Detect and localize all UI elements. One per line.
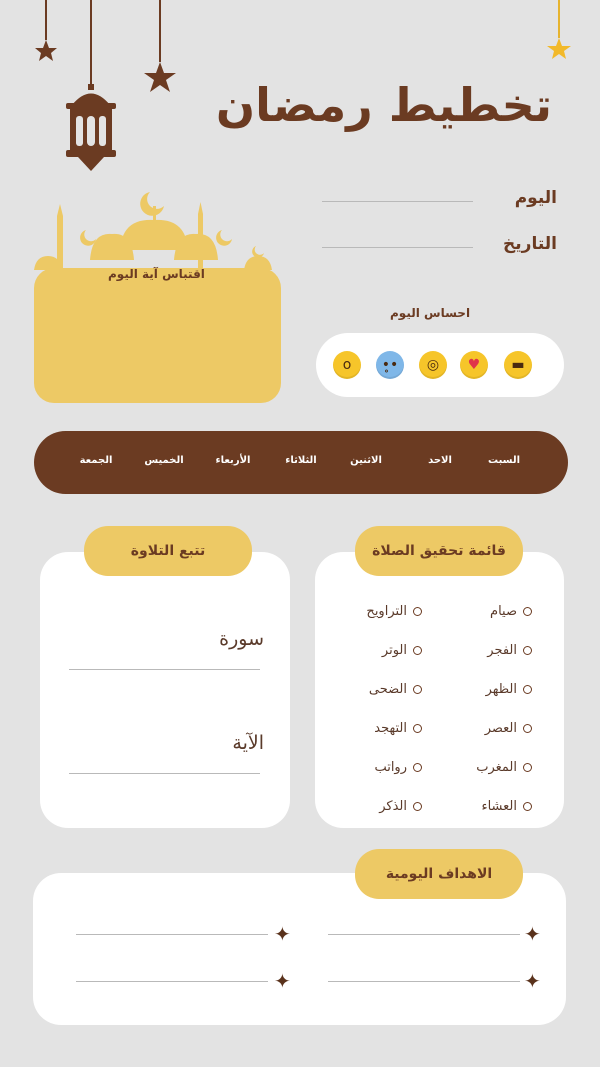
day-saturday[interactable]: السبت [487, 455, 521, 466]
day-monday[interactable]: الاثنين [350, 455, 382, 466]
checkbox-circle-icon [413, 607, 422, 616]
day-label: اليوم [514, 188, 557, 208]
day-wednesday[interactable]: الأربعاء [215, 455, 251, 466]
page-title: تخطيط رمضان [215, 78, 552, 132]
prayer-item-dhikr[interactable]: الذكر [312, 787, 422, 826]
star-icon [144, 62, 176, 92]
sparkle-icon: ✦ [524, 922, 541, 946]
surah-input-line[interactable] [69, 669, 260, 670]
crescent-icon [252, 246, 264, 258]
date-label: التاريخ [503, 234, 557, 254]
goal-input-line[interactable] [76, 981, 268, 982]
sparkle-icon: ✦ [274, 922, 291, 946]
prayer-item-rawatib[interactable]: رواتب [312, 748, 422, 787]
prayer-checklist-title: قائمة تحقيق الصلاة [355, 526, 523, 576]
day-friday[interactable]: الجمعة [79, 455, 113, 466]
date-input-line[interactable] [322, 247, 473, 248]
prayer-item-dhuhr[interactable]: الظهر [422, 670, 532, 709]
feeling-label: احساس اليوم [390, 306, 471, 320]
checkbox-circle-icon [413, 802, 422, 811]
checkbox-circle-icon [413, 763, 422, 772]
recitation-card [40, 552, 290, 828]
crescent-icon [140, 192, 164, 216]
prayer-item-taraweeh[interactable]: التراويح [312, 592, 422, 631]
surah-label: سورة [219, 628, 264, 650]
prayer-item-fajr[interactable]: الفجر [422, 631, 532, 670]
prayer-item-duha[interactable]: الضحى [312, 670, 422, 709]
goal-input-line[interactable] [328, 934, 520, 935]
prayer-item-isha[interactable]: العشاء [422, 787, 532, 826]
star-icon [35, 40, 57, 61]
recitation-title: تتبع التلاوة [84, 526, 252, 576]
checkbox-circle-icon [523, 646, 532, 655]
prayer-item-witr[interactable]: الوتر [312, 631, 422, 670]
smiling-face-with-hearts-icon[interactable]: ♥ [460, 351, 488, 379]
checkbox-circle-icon [523, 763, 532, 772]
surprised-face-icon[interactable]: o [333, 351, 361, 379]
prayer-item-siyam[interactable]: صيام [422, 592, 532, 631]
checkbox-circle-icon [523, 685, 532, 694]
day-tuesday[interactable]: الثلاثاء [285, 455, 317, 466]
prayer-left-column [312, 592, 422, 826]
anxious-face-icon[interactable]: •̥• [376, 351, 404, 379]
checkbox-circle-icon [413, 724, 422, 733]
ayah-input-line[interactable] [69, 773, 260, 774]
star-icon [547, 38, 571, 59]
sparkle-icon: ✦ [274, 969, 291, 993]
day-sunday[interactable]: الاحد [428, 455, 452, 466]
quote-title: اقتباس آية اليوم [108, 267, 205, 281]
dizzy-face-icon[interactable]: ◎ [419, 351, 447, 379]
quote-box[interactable] [34, 268, 281, 403]
checkbox-circle-icon [523, 724, 532, 733]
goal-input-line[interactable] [328, 981, 520, 982]
goal-input-line[interactable] [76, 934, 268, 935]
crescent-icon [216, 230, 232, 246]
daily-goals-title: الاهداف اليومية [355, 849, 523, 899]
prayer-item-asr[interactable]: العصر [422, 709, 532, 748]
checkbox-circle-icon [523, 607, 532, 616]
day-input-line[interactable] [322, 201, 473, 202]
day-thursday[interactable]: الخميس [144, 455, 184, 466]
crescent-icon [80, 230, 96, 246]
ayah-label: الآية [232, 732, 264, 754]
sparkle-icon: ✦ [524, 969, 541, 993]
prayer-item-tahajjud[interactable]: التهجد [312, 709, 422, 748]
checkbox-circle-icon [413, 646, 422, 655]
checkbox-circle-icon [413, 685, 422, 694]
prayer-item-maghrib[interactable]: المغرب [422, 748, 532, 787]
sunglasses-face-icon[interactable]: ▬ [504, 351, 532, 379]
mosque-silhouette [30, 180, 290, 280]
checkbox-circle-icon [523, 802, 532, 811]
prayer-right-column [422, 592, 532, 826]
feeling-selector [316, 333, 564, 397]
